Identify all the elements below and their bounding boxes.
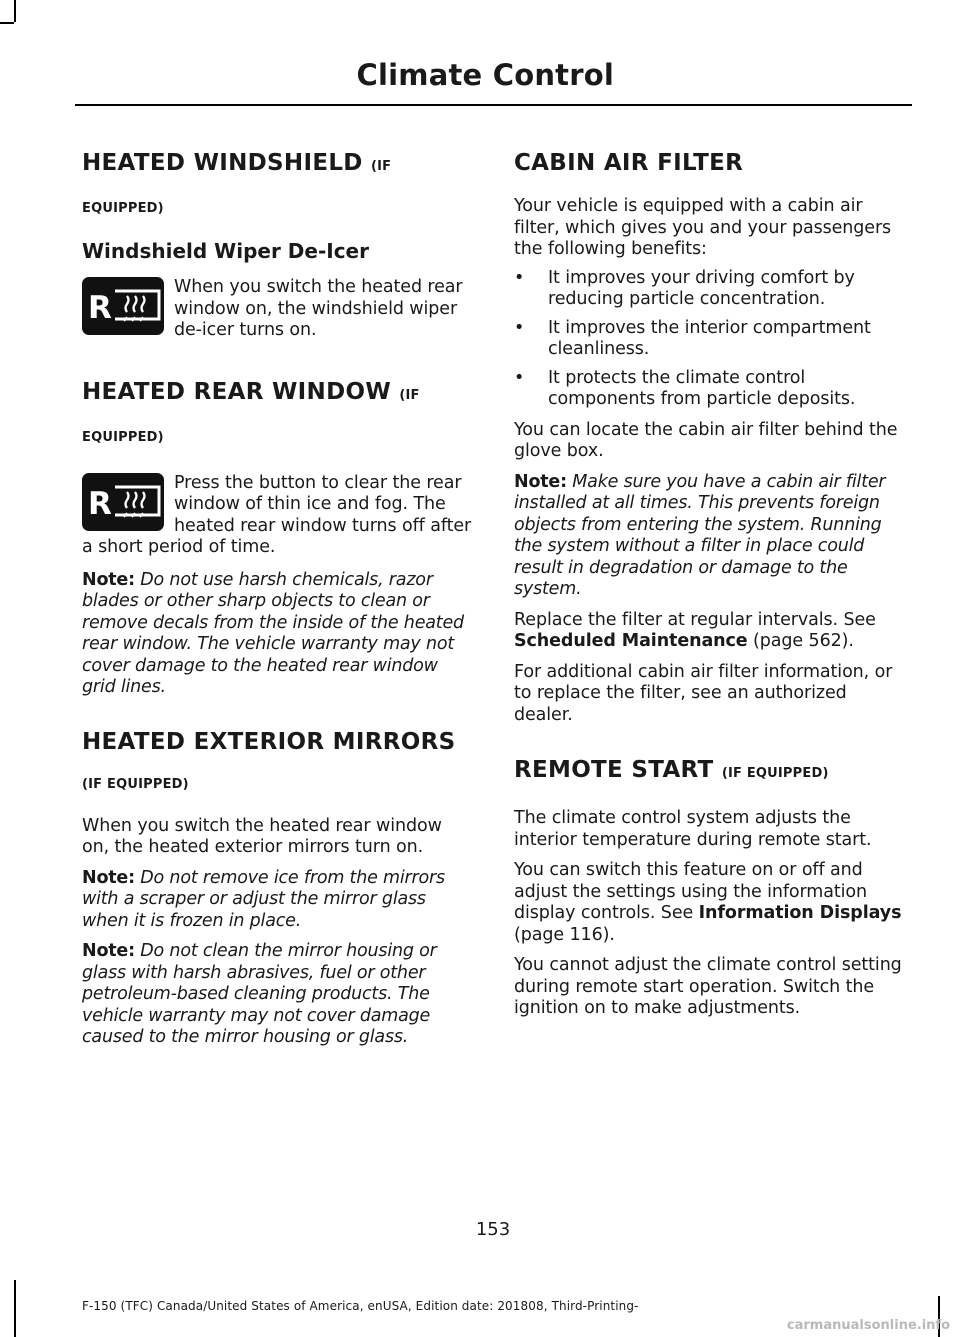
remote-start-heading: [514, 755, 908, 789]
remote-start-text-1: The climate control system adjusts the interior temperature during remote start.: [514, 808, 872, 850]
heated-mirrors-text: When you switch the heated rear window on, the heated exterior mirrors turn on.: [82, 815, 442, 857]
list-item: • It improves your driving comfort by reducing particle concentration.: [514, 268, 908, 311]
page-reference: (page 116).: [514, 924, 615, 945]
note-label: Note:: [82, 569, 135, 590]
mirrors-note-1: [82, 868, 474, 933]
rear-window-text: Press the button to clear the rear window of thin ice and fog. The heated rear window turns off after a short period of time.: [82, 472, 472, 557]
scheduled-maintenance-link[interactable]: Scheduled Maintenance: [514, 631, 748, 651]
svg-text:R: R: [88, 485, 112, 522]
cabin-filter-heading: CABIN AIR FILTER: [514, 150, 744, 176]
left-column: [82, 140, 474, 1049]
information-displays-link[interactable]: Information Displays: [698, 903, 902, 923]
crop-mark: [0, 22, 14, 24]
note-text: Do not clean the mirror housing or glass with harsh abrasives, fuel or other petroleum-based cleaning products. The vehicle warranty may not cover damage caused to the mirror housing or glass.: [82, 941, 437, 1047]
note-label: Note:: [82, 941, 135, 961]
rear-defrost-icon: [82, 277, 164, 335]
body-text: You can switch this feature on or off and adjust the settings using the information display controls. See: [514, 860, 867, 923]
heated-mirrors-heading: HEATED EXTERIOR MIRRORS: [82, 728, 456, 755]
note-label: Note:: [514, 471, 567, 492]
header-divider: [75, 104, 912, 106]
rear-defrost-icon: [82, 473, 164, 531]
cabin-filter-intro: Your vehicle is equipped with a cabin air filter, which gives you and your passengers the following benefits:: [514, 196, 892, 259]
remote-start-text-3: You cannot adjust the climate control setting during remote start operation. Switch the ignition on to make adjustments.: [514, 955, 902, 1018]
crop-mark: [14, 1280, 16, 1337]
heading-text: REMOTE START: [514, 757, 714, 783]
rear-window-note: [82, 570, 474, 699]
rear-window-block: [82, 473, 474, 559]
note-text: Make sure you have a cabin air filter installed at all times. This prevents foreign objects from entering the system. Running the system without a filter in place could result in degradation or damage to the system.: [514, 471, 886, 599]
heading-line2: (IF EQUIPPED): [82, 776, 189, 792]
heading-suffix: (IF EQUIPPED): [721, 766, 829, 781]
note-text: Do not use harsh chemicals, razor blades or other sharp objects to clean or remove decals from the inside of the heated rear window. The vehicle warranty may not cover damage to the heated rear window grid lines.: [82, 569, 464, 697]
page-title: Climate Control: [356, 58, 614, 92]
crop-mark: [14, 0, 16, 22]
cabin-filter-note: [514, 472, 908, 601]
cabin-filter-replace: [514, 610, 908, 653]
wiper-deicer-subheading: Windshield Wiper De-Icer: [82, 239, 369, 263]
remote-start-text-2: [514, 860, 908, 946]
heated-windshield-heading: [82, 148, 474, 182]
list-item: • It improves the interior compartment cleanliness.: [514, 318, 908, 361]
svg-text:R: R: [88, 290, 112, 326]
page-reference: (page 562).: [753, 631, 854, 651]
note-text: Do not remove ice from the mirrors with a scraper or adjust the mirror glass when it is frozen in place.: [82, 867, 445, 931]
cabin-filter-additional: For additional cabin air filter information, or to replace the filter, see an authorized dealer.: [514, 661, 893, 725]
mirrors-note-2: [82, 941, 474, 1049]
heading-line2: EQUIPPED): [82, 429, 164, 445]
list-item: • It protects the climate control components from particle deposits.: [514, 368, 908, 411]
cabin-filter-location: You can locate the cabin air filter behind the glove box.: [514, 419, 898, 461]
heading-text: HEATED WINDSHIELD: [82, 150, 363, 176]
cabin-filter-benefits: [514, 268, 908, 411]
note-label: Note:: [82, 867, 135, 888]
wiper-deicer-text: When you switch the heated rear window on, the windshield wiper de-icer turns on.: [174, 277, 463, 340]
heading-suffix: (IF: [371, 159, 392, 174]
heading-text: HEATED REAR WINDOW: [82, 378, 392, 405]
footer-edition: F-150 (TFC) Canada/United States of America, enUSA, Edition date: 201808, Third-Printing-: [82, 1299, 639, 1313]
heading-line2: EQUIPPED): [82, 201, 164, 216]
wiper-deicer-block: [82, 277, 474, 342]
right-column: [514, 140, 908, 1020]
page-number: 153: [475, 1219, 511, 1240]
replace-text: Replace the filter at regular intervals. See: [514, 609, 876, 630]
watermark: carmanualsonline.info: [786, 1318, 950, 1333]
heated-rear-window-heading: [82, 377, 474, 411]
heading-suffix: (IF: [399, 387, 420, 403]
